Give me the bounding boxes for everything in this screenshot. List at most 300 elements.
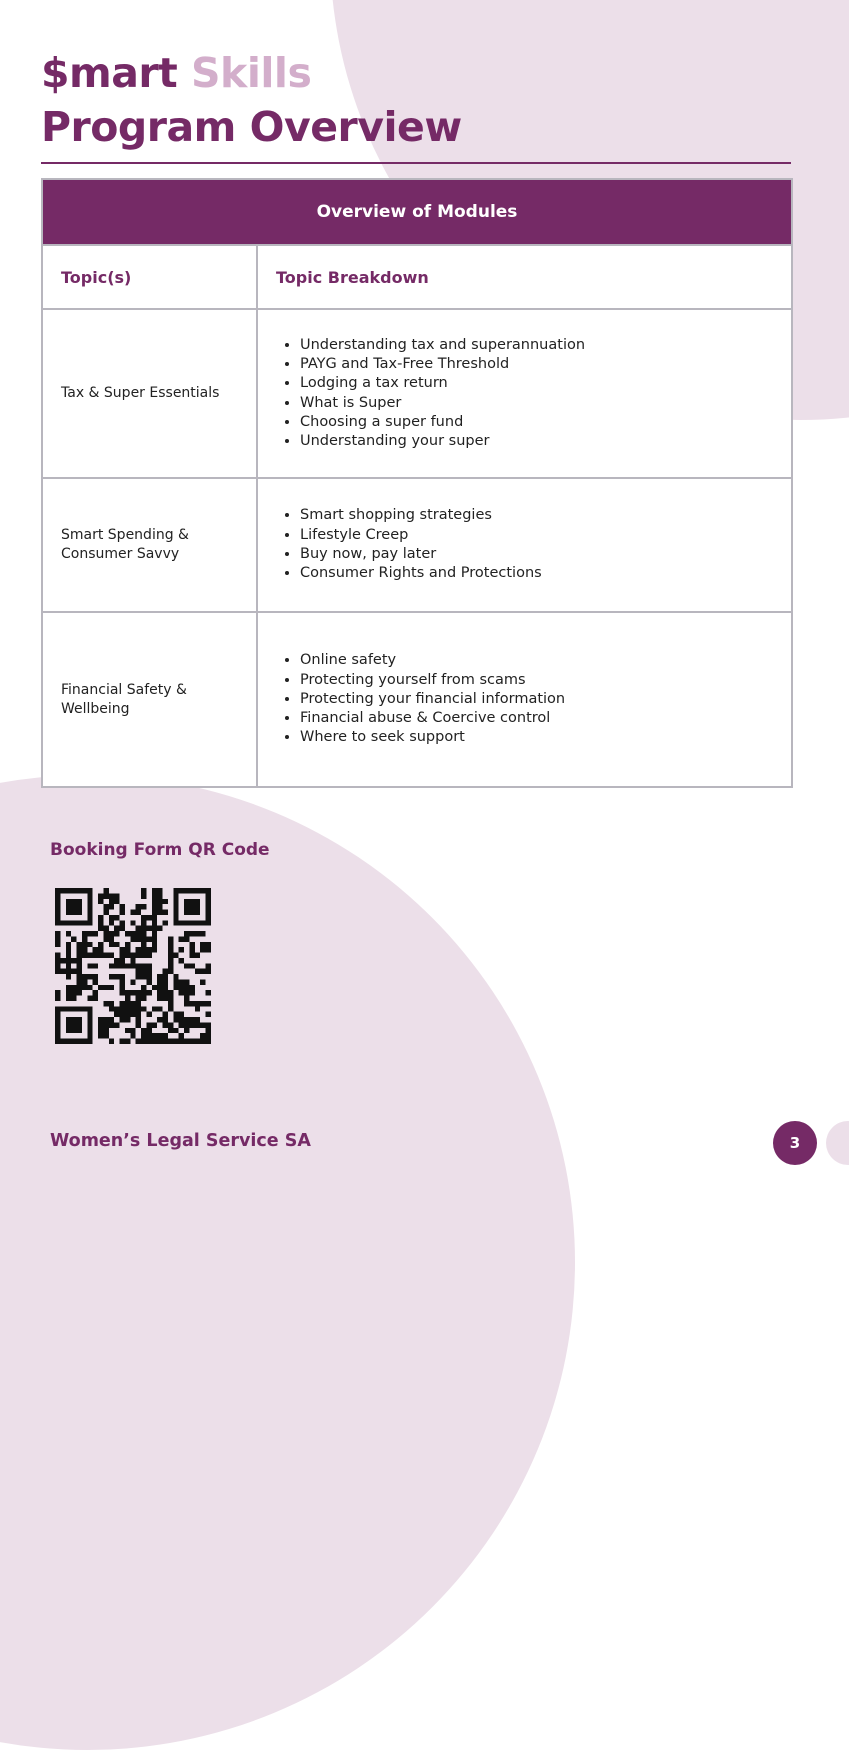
list-item: • What is Super bbox=[300, 394, 791, 413]
qr-module bbox=[55, 1033, 60, 1038]
qr-module bbox=[179, 990, 184, 995]
list-item: • Choosing a super fund bbox=[300, 413, 791, 432]
qr-module bbox=[157, 926, 162, 931]
qr-module bbox=[136, 1017, 141, 1022]
qr-module bbox=[87, 931, 92, 936]
qr-module bbox=[136, 990, 141, 995]
qr-module bbox=[77, 910, 82, 915]
qr-module bbox=[206, 899, 211, 904]
qr-module bbox=[120, 1001, 125, 1006]
qr-module bbox=[157, 1017, 162, 1022]
qr-module bbox=[173, 904, 178, 909]
qr-module bbox=[77, 904, 82, 909]
qr-module bbox=[189, 942, 194, 947]
qr-module bbox=[189, 947, 194, 952]
qr-module bbox=[179, 1012, 184, 1017]
qr-module bbox=[184, 996, 189, 1001]
qr-module bbox=[136, 969, 141, 974]
qr-module bbox=[152, 1006, 157, 1011]
qr-module bbox=[141, 920, 146, 925]
qr-module bbox=[109, 1006, 114, 1011]
qr-module bbox=[77, 985, 82, 990]
breakdown-cell bbox=[257, 478, 792, 612]
qr-module bbox=[103, 888, 108, 893]
qr-module bbox=[82, 1006, 87, 1011]
qr-module bbox=[200, 942, 205, 947]
qr-module bbox=[66, 910, 71, 915]
qr-module bbox=[146, 926, 151, 931]
qr-module bbox=[179, 920, 184, 925]
qr-module bbox=[173, 920, 178, 925]
qr-module bbox=[206, 915, 211, 920]
qr-module bbox=[125, 1006, 130, 1011]
qr-module bbox=[87, 1012, 92, 1017]
qr-module bbox=[146, 947, 151, 952]
list-item: • Where to seek support bbox=[300, 728, 791, 747]
qr-module bbox=[189, 920, 194, 925]
qr-module bbox=[146, 915, 151, 920]
qr-module bbox=[141, 904, 146, 909]
qr-module bbox=[189, 931, 194, 936]
qr-module bbox=[103, 931, 108, 936]
qr-module bbox=[82, 947, 87, 952]
qr-module bbox=[136, 974, 141, 979]
qr-module bbox=[206, 888, 211, 893]
qr-module bbox=[77, 969, 82, 974]
qr-module bbox=[200, 931, 205, 936]
qr-module bbox=[130, 990, 135, 995]
qr-module bbox=[146, 990, 151, 995]
qr-module bbox=[179, 947, 184, 952]
qr-module bbox=[55, 990, 60, 995]
qr-module bbox=[109, 904, 114, 909]
qr-module bbox=[157, 1039, 162, 1044]
qr-module bbox=[168, 996, 173, 1001]
qr-module bbox=[60, 1006, 65, 1011]
qr-module bbox=[87, 953, 92, 958]
qr-module bbox=[109, 985, 114, 990]
qr-module bbox=[114, 1006, 119, 1011]
qr-module bbox=[71, 1022, 76, 1027]
qr-module bbox=[109, 1001, 114, 1006]
qr-module bbox=[87, 1039, 92, 1044]
qr-module bbox=[66, 985, 71, 990]
qr-module bbox=[146, 1039, 151, 1044]
qr-module bbox=[93, 953, 98, 958]
qr-module bbox=[189, 1039, 194, 1044]
qr-module bbox=[163, 1017, 168, 1022]
qr-module bbox=[168, 990, 173, 995]
qr-module bbox=[184, 963, 189, 968]
qr-module bbox=[130, 936, 135, 941]
qr-module bbox=[206, 1039, 211, 1044]
title-subtitle: Program Overview bbox=[41, 103, 462, 151]
qr-module bbox=[200, 947, 205, 952]
qr-module bbox=[168, 953, 173, 958]
qr-module bbox=[206, 893, 211, 898]
qr-module bbox=[103, 1033, 108, 1038]
qr-module bbox=[189, 990, 194, 995]
qr-module bbox=[163, 996, 168, 1001]
qr-module bbox=[173, 979, 178, 984]
column-header-breakdown: Topic Breakdown bbox=[257, 245, 792, 309]
qr-module bbox=[179, 979, 184, 984]
qr-module bbox=[55, 969, 60, 974]
qr-module bbox=[168, 1028, 173, 1033]
qr-module bbox=[71, 990, 76, 995]
qr-module bbox=[120, 910, 125, 915]
qr-module bbox=[152, 926, 157, 931]
qr-module bbox=[130, 1012, 135, 1017]
qr-module bbox=[77, 1017, 82, 1022]
table-row bbox=[42, 478, 792, 612]
qr-module bbox=[87, 942, 92, 947]
qr-module bbox=[141, 969, 146, 974]
qr-module bbox=[206, 910, 211, 915]
qr-module bbox=[195, 1001, 200, 1006]
qr-module bbox=[152, 904, 157, 909]
qr-module bbox=[152, 931, 157, 936]
qr-module bbox=[87, 904, 92, 909]
qr-module bbox=[173, 1039, 178, 1044]
qr-module bbox=[87, 1028, 92, 1033]
qr-module bbox=[66, 953, 71, 958]
qr-module bbox=[130, 953, 135, 958]
qr-module bbox=[120, 920, 125, 925]
qr-module bbox=[189, 1017, 194, 1022]
qr-module bbox=[146, 1012, 151, 1017]
qr-module bbox=[152, 915, 157, 920]
qr-module bbox=[98, 1028, 103, 1033]
page-number-badge: 3 bbox=[773, 1121, 817, 1165]
qr-module bbox=[168, 969, 173, 974]
qr-module bbox=[168, 942, 173, 947]
qr-module bbox=[71, 888, 76, 893]
qr-module bbox=[195, 1006, 200, 1011]
qr-module bbox=[184, 910, 189, 915]
qr-module bbox=[55, 936, 60, 941]
qr-module bbox=[141, 953, 146, 958]
qr-module bbox=[55, 904, 60, 909]
decorative-circle-corner bbox=[826, 1121, 849, 1165]
qr-module bbox=[77, 947, 82, 952]
qr-module bbox=[157, 974, 162, 979]
qr-module bbox=[136, 1001, 141, 1006]
qr-module bbox=[130, 910, 135, 915]
qr-module bbox=[77, 888, 82, 893]
list-item: • Lodging a tax return bbox=[300, 374, 791, 393]
qr-module bbox=[103, 910, 108, 915]
qr-module bbox=[109, 893, 114, 898]
qr-module bbox=[66, 942, 71, 947]
qr-module bbox=[184, 1028, 189, 1033]
qr-module bbox=[87, 920, 92, 925]
qr-module bbox=[55, 915, 60, 920]
qr-module bbox=[136, 1012, 141, 1017]
qr-module bbox=[87, 915, 92, 920]
list-item: • Consumer Rights and Protections bbox=[300, 564, 791, 583]
qr-module bbox=[71, 910, 76, 915]
qr-module bbox=[77, 1039, 82, 1044]
qr-module bbox=[163, 979, 168, 984]
qr-module bbox=[93, 990, 98, 995]
qr-module bbox=[152, 893, 157, 898]
qr-module bbox=[114, 942, 119, 947]
qr-module bbox=[103, 1017, 108, 1022]
table-row bbox=[42, 612, 792, 787]
qr-module bbox=[152, 942, 157, 947]
qr-module bbox=[71, 936, 76, 941]
qr-module bbox=[82, 931, 87, 936]
list-item: • Protecting your financial information bbox=[300, 690, 791, 709]
qr-module bbox=[141, 1006, 146, 1011]
qr-module bbox=[114, 899, 119, 904]
qr-module bbox=[206, 947, 211, 952]
qr-module bbox=[77, 1006, 82, 1011]
qr-module bbox=[82, 974, 87, 979]
qr-module bbox=[77, 958, 82, 963]
qr-module bbox=[109, 936, 114, 941]
qr-module bbox=[87, 893, 92, 898]
qr-module bbox=[141, 996, 146, 1001]
qr-module bbox=[206, 920, 211, 925]
qr-module bbox=[55, 1028, 60, 1033]
qr-module bbox=[109, 953, 114, 958]
qr-module bbox=[146, 1022, 151, 1027]
topic-cell: Smart Spending & Consumer Savvy bbox=[42, 478, 257, 612]
qr-module bbox=[152, 899, 157, 904]
qr-module bbox=[157, 985, 162, 990]
qr-module bbox=[157, 1006, 162, 1011]
qr-module bbox=[98, 926, 103, 931]
qr-module bbox=[71, 904, 76, 909]
qr-module bbox=[200, 979, 205, 984]
qr-module bbox=[136, 926, 141, 931]
qr-module bbox=[114, 926, 119, 931]
qr-module bbox=[146, 979, 151, 984]
qr-module bbox=[55, 1006, 60, 1011]
qr-module bbox=[93, 979, 98, 984]
qr-module bbox=[77, 963, 82, 968]
qr-module bbox=[82, 979, 87, 984]
qr-module bbox=[168, 1001, 173, 1006]
qr-module bbox=[66, 1006, 71, 1011]
qr-module bbox=[98, 1022, 103, 1027]
qr-module bbox=[130, 963, 135, 968]
qr-module bbox=[77, 1028, 82, 1033]
qr-module bbox=[55, 996, 60, 1001]
qr-module bbox=[136, 953, 141, 958]
qr-module bbox=[163, 990, 168, 995]
qr-module bbox=[136, 936, 141, 941]
qr-module bbox=[109, 963, 114, 968]
list-item: • Financial abuse & Coercive control bbox=[300, 709, 791, 728]
qr-module bbox=[130, 920, 135, 925]
qr-module bbox=[109, 1017, 114, 1022]
qr-module bbox=[173, 953, 178, 958]
qr-module bbox=[141, 947, 146, 952]
qr-module bbox=[77, 974, 82, 979]
qr-module bbox=[77, 979, 82, 984]
qr-module bbox=[163, 974, 168, 979]
qr-module bbox=[66, 920, 71, 925]
qr-module bbox=[77, 953, 82, 958]
qr-module bbox=[136, 996, 141, 1001]
qr-module bbox=[125, 931, 130, 936]
qr-module bbox=[87, 974, 92, 979]
qr-module bbox=[125, 1012, 130, 1017]
qr-module bbox=[173, 893, 178, 898]
qr-module bbox=[173, 974, 178, 979]
qr-module bbox=[109, 920, 114, 925]
list-item: • Smart shopping strategies bbox=[300, 506, 791, 525]
qr-module bbox=[71, 958, 76, 963]
qr-module bbox=[168, 936, 173, 941]
list-item: • Understanding tax and superannuation bbox=[300, 336, 791, 355]
qr-module bbox=[66, 947, 71, 952]
qr-module bbox=[87, 1017, 92, 1022]
qr-module bbox=[163, 1012, 168, 1017]
qr-module bbox=[168, 947, 173, 952]
qr-module bbox=[125, 942, 130, 947]
topic-cell: Financial Safety & Wellbeing bbox=[42, 612, 257, 787]
qr-module bbox=[200, 1039, 205, 1044]
qr-module bbox=[98, 942, 103, 947]
qr-module bbox=[189, 888, 194, 893]
qr-module bbox=[173, 1028, 178, 1033]
qr-module bbox=[141, 942, 146, 947]
qr-module bbox=[66, 974, 71, 979]
qr-module bbox=[120, 1039, 125, 1044]
qr-module bbox=[152, 1022, 157, 1027]
qr-module bbox=[200, 1033, 205, 1038]
booking-qr-code[interactable] bbox=[55, 888, 211, 1044]
qr-module bbox=[98, 953, 103, 958]
qr-module bbox=[195, 1022, 200, 1027]
qr-module bbox=[120, 963, 125, 968]
qr-module bbox=[120, 985, 125, 990]
qr-module bbox=[152, 920, 157, 925]
qr-module bbox=[179, 958, 184, 963]
qr-module bbox=[71, 1039, 76, 1044]
list-item: • Understanding your super bbox=[300, 432, 791, 451]
qr-module bbox=[157, 996, 162, 1001]
qr-module bbox=[98, 920, 103, 925]
qr-module bbox=[71, 920, 76, 925]
qr-module bbox=[77, 1022, 82, 1027]
qr-module bbox=[152, 947, 157, 952]
qr-module bbox=[168, 958, 173, 963]
qr-module bbox=[136, 963, 141, 968]
qr-module bbox=[130, 1001, 135, 1006]
qr-module bbox=[120, 904, 125, 909]
table-row bbox=[42, 309, 792, 478]
modules-table bbox=[41, 178, 793, 788]
qr-module bbox=[189, 953, 194, 958]
qr-module bbox=[93, 996, 98, 1001]
qr-module bbox=[120, 1012, 125, 1017]
qr-module bbox=[98, 899, 103, 904]
qr-module bbox=[173, 1017, 178, 1022]
qr-module bbox=[206, 1028, 211, 1033]
list-item: • Lifestyle Creep bbox=[300, 526, 791, 545]
qr-module bbox=[184, 979, 189, 984]
qr-module bbox=[125, 990, 130, 995]
qr-module bbox=[82, 920, 87, 925]
qr-module bbox=[82, 985, 87, 990]
qr-module bbox=[77, 920, 82, 925]
qr-module bbox=[66, 996, 71, 1001]
qr-module bbox=[98, 893, 103, 898]
qr-module bbox=[103, 953, 108, 958]
qr-module bbox=[87, 1006, 92, 1011]
qr-module bbox=[103, 893, 108, 898]
qr-module bbox=[82, 953, 87, 958]
qr-module bbox=[114, 963, 119, 968]
qr-module bbox=[125, 947, 130, 952]
qr-module bbox=[189, 963, 194, 968]
qr-module bbox=[189, 904, 194, 909]
qr-module bbox=[189, 899, 194, 904]
qr-module bbox=[157, 888, 162, 893]
qr-module bbox=[141, 915, 146, 920]
qr-module bbox=[195, 899, 200, 904]
qr-module bbox=[114, 974, 119, 979]
qr-module bbox=[55, 920, 60, 925]
qr-module bbox=[103, 926, 108, 931]
qr-module bbox=[66, 958, 71, 963]
qr-module bbox=[173, 985, 178, 990]
qr-module bbox=[189, 985, 194, 990]
qr-module bbox=[168, 963, 173, 968]
qr-module bbox=[146, 1033, 151, 1038]
qr-module bbox=[184, 904, 189, 909]
qr-module bbox=[71, 1006, 76, 1011]
qr-module bbox=[157, 904, 162, 909]
qr-module bbox=[179, 1039, 184, 1044]
qr-module bbox=[206, 990, 211, 995]
qr-module bbox=[184, 899, 189, 904]
qr-module bbox=[184, 1022, 189, 1027]
qr-module bbox=[157, 979, 162, 984]
qr-module bbox=[82, 942, 87, 947]
title-brand-skills: Skills bbox=[191, 49, 312, 97]
qr-module bbox=[200, 1001, 205, 1006]
qr-module bbox=[152, 1039, 157, 1044]
qr-module bbox=[157, 899, 162, 904]
qr-module bbox=[163, 1039, 168, 1044]
qr-module bbox=[179, 985, 184, 990]
qr-module bbox=[189, 910, 194, 915]
qr-module bbox=[206, 942, 211, 947]
qr-module bbox=[152, 985, 157, 990]
qr-module bbox=[168, 1039, 173, 1044]
qr-module bbox=[163, 899, 168, 904]
qr-module bbox=[71, 985, 76, 990]
qr-module bbox=[109, 1039, 114, 1044]
qr-module bbox=[114, 931, 119, 936]
qr-module bbox=[152, 936, 157, 941]
qr-module bbox=[66, 969, 71, 974]
qr-module bbox=[195, 953, 200, 958]
qr-module bbox=[98, 915, 103, 920]
qr-module bbox=[109, 899, 114, 904]
list-item: • Buy now, pay later bbox=[300, 545, 791, 564]
qr-module bbox=[120, 990, 125, 995]
qr-module bbox=[173, 899, 178, 904]
qr-module bbox=[109, 974, 114, 979]
qr-module bbox=[195, 910, 200, 915]
